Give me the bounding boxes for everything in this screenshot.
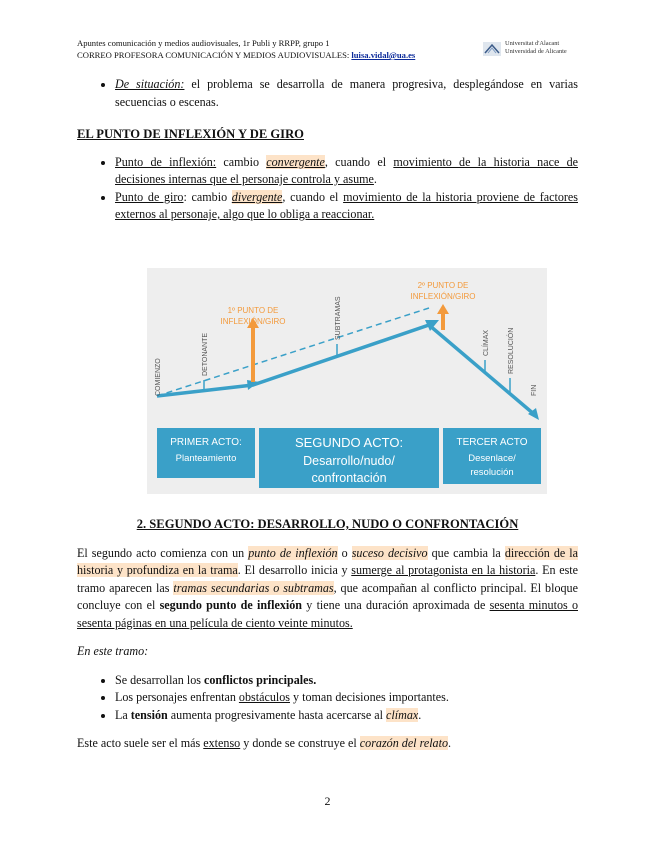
list-item [115, 76, 578, 111]
act-1-subtitle: Planteamiento [175, 453, 237, 464]
label-punto1-line1: 1º PUNTO DE [227, 306, 279, 315]
label-punto2-line1: 2º PUNTO DE [417, 281, 469, 290]
keyword-highlight: tramas secundarias o subtramas [173, 580, 334, 595]
paragraph-text: y donde se construye el [240, 736, 360, 750]
list-item [115, 154, 578, 189]
paragraph-text: , que acompañan al conflicto principal. El bloque concluye con el [77, 580, 578, 612]
bullet-text: Se desarrollan los [115, 672, 205, 687]
turning-point-1-arrow [251, 326, 255, 382]
bold-text: segundo punto de inflexión [159, 598, 303, 612]
underlined-text: extenso [203, 736, 241, 750]
keyword-highlight: suceso decisivo [351, 545, 428, 560]
act-2-subtitle-line2: confrontación [311, 471, 387, 485]
turning-point-2-arrow [441, 312, 445, 330]
paragraph-text: que cambia la [427, 545, 505, 560]
highlighted-text: dirección de la historia y profundiza en la trama [77, 545, 579, 577]
logo-line-2: Universidad de Alicante [505, 48, 567, 55]
label-subtramas: SUBTRAMAS [335, 296, 342, 340]
keyword-highlight: convergente [266, 154, 325, 169]
logo-line-1: Universitat d'Alacant [505, 40, 560, 47]
paragraph-text: . [448, 736, 452, 750]
closing-paragraph [77, 735, 578, 753]
logo-icon [483, 42, 501, 56]
bullet-text: el problema se desarrolla de manera progresiva, desplegándose en varias secuencias o escenas. [115, 77, 578, 109]
paragraph-text: . El desarrollo inicia y [237, 563, 352, 577]
bullet-text: , cuando el [282, 189, 344, 204]
bullet-term: Punto de inflexión: [115, 154, 217, 169]
paragraph-text: El segundo acto comienza con un [77, 545, 249, 560]
header-line-2-prefix: CORREO PROFESORA COMUNICACIÓN Y MEDIOS AUDIOVISUALES: [77, 50, 352, 60]
section-title: 2. SEGUNDO ACTO: DESARROLLO, NUDO O CONFRONTACIÓN [136, 517, 519, 531]
email-link[interactable]: luisa.vidal@ua.es [351, 50, 416, 60]
label-detonante: DETONANTE [202, 332, 209, 376]
bullet-text: . [373, 172, 377, 186]
act-3-subtitle-line2: resolución [470, 467, 514, 478]
paragraph-text: o [337, 545, 352, 560]
label-resolucion: RESOLUCIÓN [508, 327, 515, 374]
label-climax: CLÍMAX [483, 329, 490, 356]
underlined-text: sumerge al protagonista en la historia [351, 563, 536, 577]
keyword-highlight: divergente [231, 189, 283, 204]
lead-text: En este tramo: [77, 644, 149, 658]
bullet-text: , cuando el [324, 154, 394, 169]
act-3-subtitle-line1: Desenlace/ [468, 453, 516, 464]
keyword-highlight: corazón del relato [359, 736, 449, 750]
bullet-text: y toman decisiones importantes. [289, 690, 449, 704]
three-act-structure-diagram [147, 268, 547, 494]
underlined-text: sesenta minutos o sesenta páginas en una película de ciento veinte minutos. [77, 598, 578, 630]
label-fin: FIN [531, 384, 538, 396]
label-comienzo: COMIENZO [155, 358, 162, 396]
bullet-text: La [115, 707, 131, 722]
list-item [115, 689, 578, 707]
act-1-title: PRIMER ACTO: [170, 437, 242, 448]
section-title: EL PUNTO DE INFLEXIÓN Y DE GIRO [77, 127, 304, 141]
act-3-title: TERCER ACTO [456, 437, 528, 448]
university-logo [483, 40, 583, 64]
label-punto2-line2: INFLEXIÓN/GIRO [410, 292, 476, 301]
list-item [115, 189, 578, 224]
section-turning-points [77, 126, 578, 224]
underlined-text: movimiento de la historia proviene de factores externos al personaje, algo que lo obliga a reaccionar. [115, 189, 578, 221]
act-2-subtitle-line1: Desarrollo/nudo/ [303, 454, 395, 468]
bold-text: conflictos principales. [204, 672, 317, 687]
page-number: 2 [324, 794, 331, 808]
label-punto1-line2: INFLEXIÓN/GIRO [220, 317, 286, 326]
section-second-act [77, 516, 578, 753]
bullet-term: De situación: [115, 77, 185, 91]
keyword-highlight: clímax [386, 707, 419, 722]
bullet-text: : cambio [183, 189, 232, 204]
bold-text: tensión [130, 707, 168, 722]
header-line-1: Apuntes comunicación y medios audiovisuales, 1r Publi y RRPP, grupo 1 [77, 38, 330, 48]
intro-section [77, 76, 578, 111]
bullet-text: Los personajes enfrentan [115, 690, 239, 704]
paragraph-text: Este acto suele ser el más [77, 736, 204, 750]
bullet-text: . [418, 707, 422, 722]
underlined-text: movimiento de la historia nace de decisiones internas que el personaje controla y asume [115, 154, 578, 186]
bullet-text: aumenta progresivamente hasta acercarse al [167, 707, 386, 722]
keyword-highlight: punto de inflexión [248, 545, 338, 560]
paragraph-text: . En este tramo aparecen las [77, 563, 579, 595]
bullet-term: Punto de giro [115, 189, 184, 204]
diagram-svg [147, 268, 547, 494]
paragraph [77, 545, 578, 633]
bullet-text: cambio [216, 154, 267, 169]
act-2-title: SEGUNDO ACTO: [294, 435, 404, 450]
paragraph-text: y tiene una duración aproximada de [302, 598, 490, 612]
list-item [115, 672, 578, 690]
list-item [115, 707, 578, 725]
underlined-text: obstáculos [238, 690, 290, 704]
